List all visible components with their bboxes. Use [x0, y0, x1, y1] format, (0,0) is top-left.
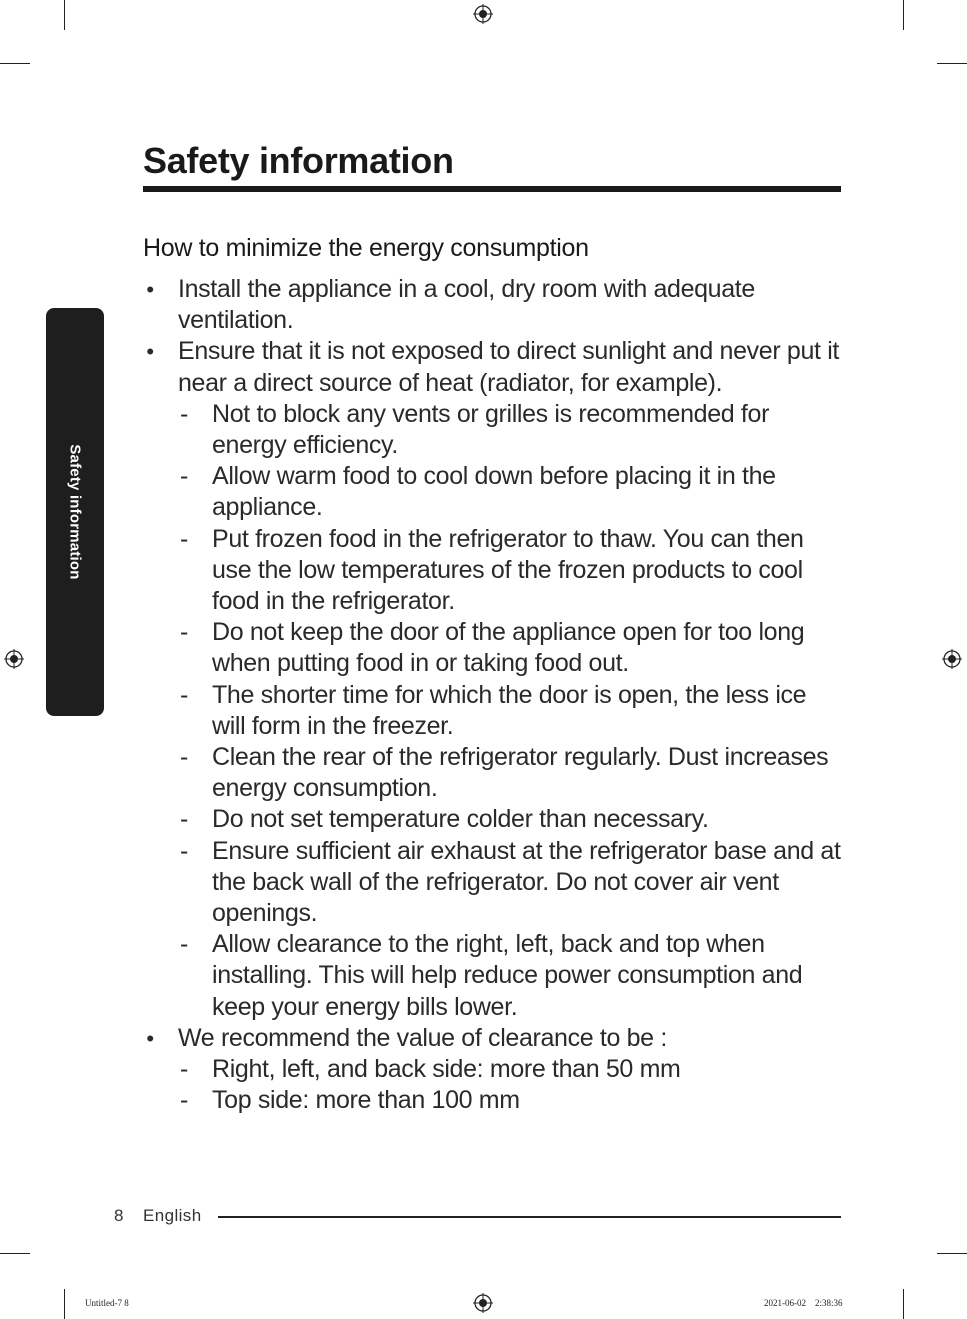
sub-item: [143, 804, 843, 835]
registration-mark-icon: [942, 649, 962, 669]
sub-item: [143, 742, 843, 804]
registration-mark-icon: [473, 1293, 493, 1313]
page-language: English: [143, 1206, 202, 1225]
bullet-list: [143, 274, 843, 1116]
crop-mark: [64, 1289, 65, 1319]
side-tab-label: Safety information: [66, 444, 84, 580]
bullet-item: [143, 336, 843, 398]
dash-icon: -: [180, 836, 188, 865]
bullet-dot-icon: •: [146, 339, 154, 365]
crop-mark: [0, 63, 30, 64]
footer-divider: [218, 1216, 841, 1218]
dash-icon: -: [180, 462, 188, 491]
crop-mark: [937, 63, 967, 64]
bullet-dot-icon: •: [146, 277, 154, 302]
sub-item-text: Put frozen food in the refrigerator to thaw. You can then use the low temperatures of the frozen products to cool food in the refrigerator.: [212, 524, 804, 616]
bullet-item: [143, 274, 843, 336]
page-number: 8: [114, 1206, 124, 1225]
dash-icon: -: [180, 1086, 188, 1115]
crop-mark: [937, 1253, 967, 1254]
sub-item-text: Right, left, and back side: more than 50 mm: [212, 1055, 681, 1084]
dash-icon: -: [180, 805, 188, 834]
registration-mark-icon: [473, 4, 493, 24]
dash-icon: -: [180, 618, 188, 647]
bullet-text: We recommend the value of clearance to be :: [178, 1023, 667, 1052]
registration-mark-icon: [4, 649, 24, 669]
page-title: Safety information: [143, 140, 454, 181]
sub-item-text: Ensure sufficient air exhaust at the refrigerator base and at the back wall of the refrigerator. Do not cover air vent openings.: [212, 836, 841, 928]
sub-item: [143, 1054, 843, 1085]
crop-mark: [0, 1253, 30, 1254]
sub-item-text: Allow clearance to the right, left, back and top when installing. This will help reduce power consumption and keep your energy bills lower.: [212, 930, 803, 1021]
sub-item-text: Allow warm food to cool down before placing it in the appliance.: [212, 462, 776, 522]
bullet-text: Install the appliance in a cool, dry room with adequate ventilation.: [178, 275, 755, 335]
dash-icon: -: [180, 1055, 188, 1084]
bullet-item: [143, 1023, 843, 1054]
sub-item-text: Clean the rear of the refrigerator regularly. Dust increases energy consumption.: [212, 743, 829, 803]
dash-icon: -: [180, 743, 188, 772]
bullet-text: Ensure that it is not exposed to direct sunlight and never put it near a direct source of heat (radiator, for example).: [178, 337, 839, 397]
dash-icon: -: [180, 930, 188, 959]
sub-item-text: Top side: more than 100 mm: [212, 1086, 520, 1115]
side-tab: [46, 308, 104, 716]
print-file-label: Untitled-7 8: [85, 1298, 129, 1308]
crop-mark: [64, 0, 65, 30]
sub-item: [143, 461, 843, 523]
title-divider: [143, 186, 841, 192]
dash-icon: -: [180, 524, 188, 553]
sub-item-text: The shorter time for which the door is open, the less ice will form in the freezer.: [212, 680, 807, 740]
sub-item: [143, 680, 843, 742]
sub-item-text: Do not set temperature colder than necessary.: [212, 805, 709, 834]
sub-item: [143, 399, 843, 461]
sub-item: [143, 617, 843, 679]
crop-mark: [903, 0, 904, 30]
dash-icon: -: [180, 680, 188, 709]
sub-item: [143, 929, 843, 1023]
bullet-dot-icon: •: [146, 1025, 154, 1051]
dash-icon: -: [180, 399, 188, 428]
sub-item-text: Do not keep the door of the appliance open for too long when putting food in or taking food out.: [212, 618, 805, 678]
section-heading: How to minimize the energy consumption: [143, 234, 589, 262]
sub-item: [143, 1085, 843, 1116]
sub-item-text: Not to block any vents or grilles is recommended for energy efficiency.: [212, 399, 770, 460]
crop-mark: [903, 1289, 904, 1319]
sub-item: [143, 524, 843, 618]
sub-item: [143, 836, 843, 930]
print-timestamp: 2021-06-02 2:38:36: [764, 1298, 843, 1308]
